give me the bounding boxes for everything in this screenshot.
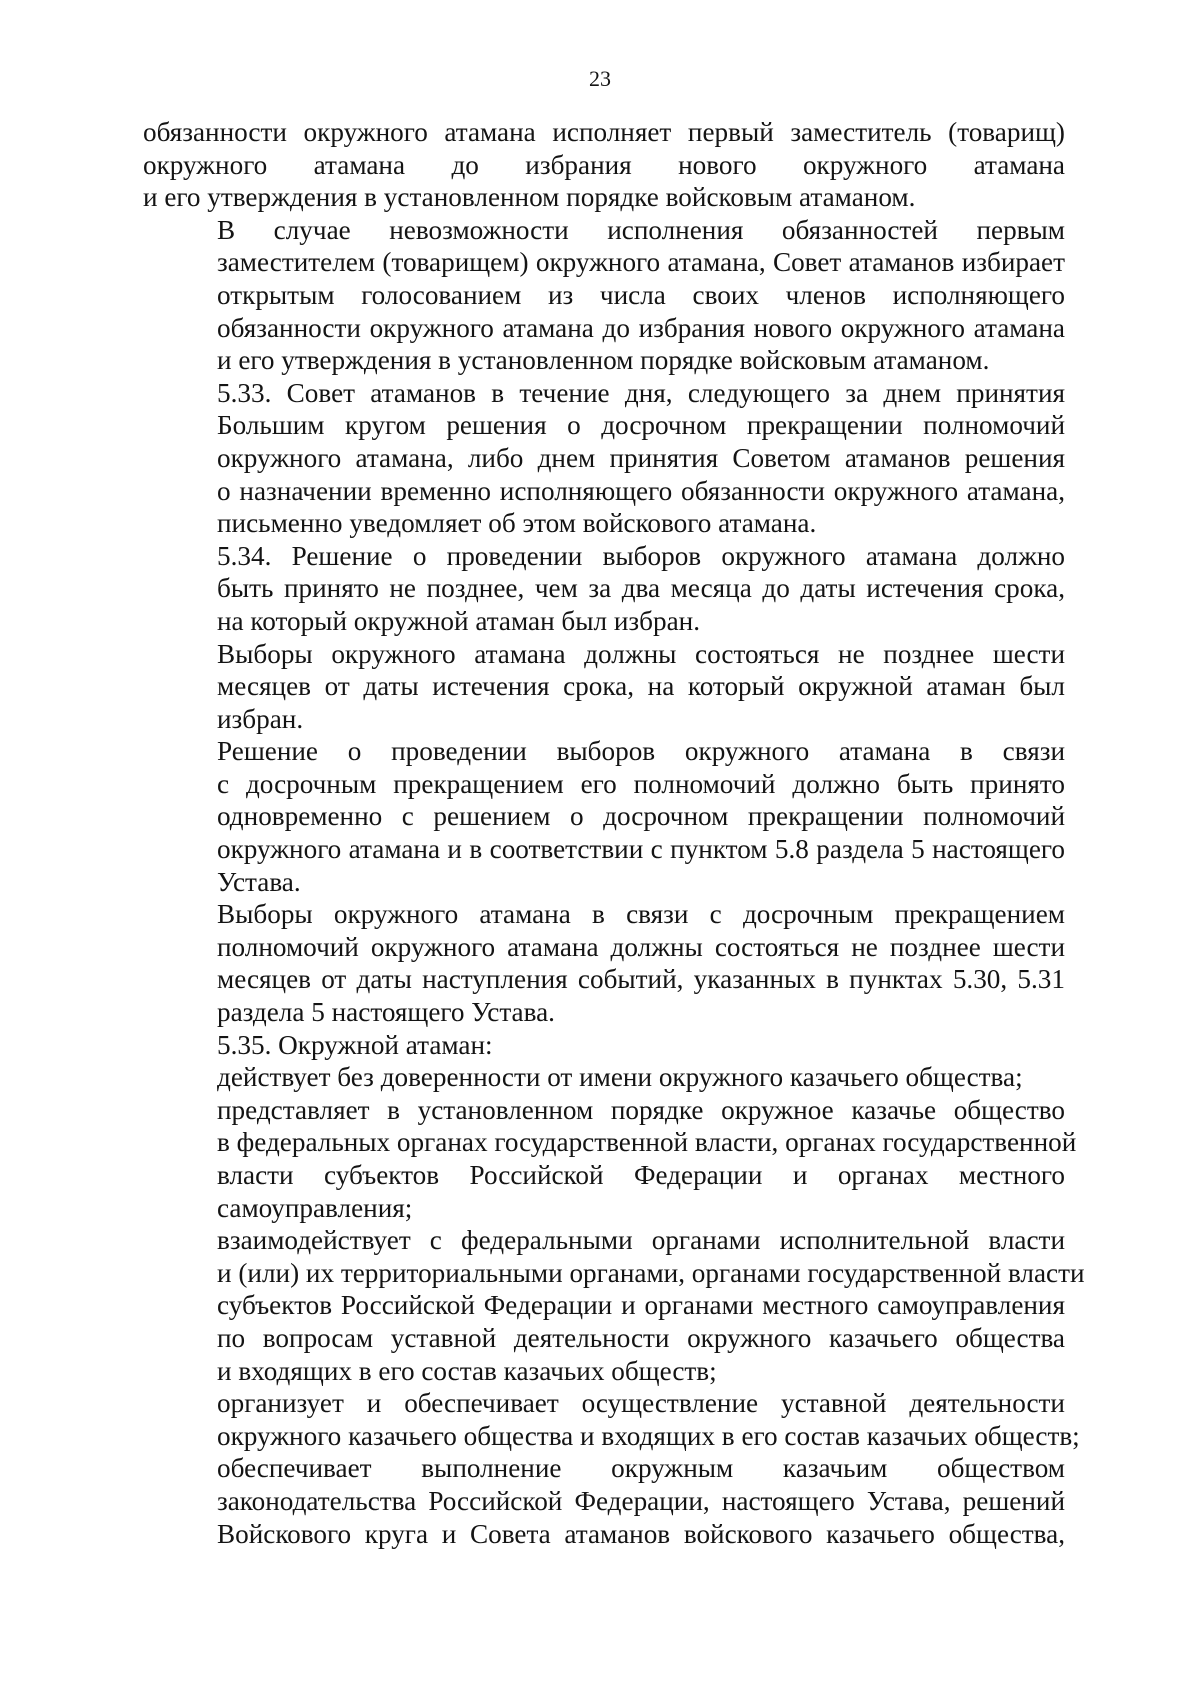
paragraph-early-termination-decision: [143, 735, 1065, 898]
text-line: 5.35. Окружной атаман:: [217, 1029, 493, 1060]
text-line: организует и обеспечивает осуществление уставной деятельности: [217, 1388, 1065, 1419]
text-line: и его утверждения в установленном порядке войсковым атаманом.: [217, 345, 990, 376]
paragraph-clause-5-34: [143, 540, 1065, 638]
text-line: в федеральных органах государственной власти, органах государственной: [217, 1127, 1077, 1158]
text-line: Решение о проведении выборов окружного атамана в связи: [217, 736, 1065, 767]
text-line: на который окружной атаман был избран.: [217, 605, 701, 636]
text-line: В случае невозможности исполнения обязанностей первым: [217, 214, 1065, 245]
text-line: месяцев от даты истечения срока, на который окружной атаман был: [217, 671, 1065, 702]
text-line: 5.34. Решение о проведении выборов окружного атамана должно: [217, 540, 1065, 571]
paragraph-represents: [143, 1094, 1077, 1224]
text-line: 5.33. Совет атаманов в течение дня, следующего за днем принятия: [217, 377, 1065, 408]
text-line: действует без доверенности от имени окружного казачьего общества;: [217, 1062, 1023, 1093]
text-line: субъектов Российской Федерации и органами местного самоуправления: [217, 1290, 1065, 1321]
text-line: и входящих в его состав казачьих обществ;: [217, 1355, 717, 1386]
text-line: окружного казачьего общества и входящих в его состав казачьих обществ;: [217, 1420, 1080, 1451]
paragraph-ensures: [143, 1452, 1065, 1550]
text-line: полномочий окружного атамана должны состояться не позднее шести: [217, 931, 1065, 962]
text-line: заместителем (товарищем) окружного атамана, Совет атаманов избирает: [217, 247, 1065, 278]
paragraph-clause-5-33: [143, 377, 1065, 540]
paragraph-interacts: [143, 1224, 1085, 1387]
page-number: 23: [589, 66, 611, 91]
text-line: и (или) их территориальными органами, органами государственной власти: [217, 1257, 1085, 1288]
text-line: о назначении временно исполняющего обязанности окружного атамана,: [217, 475, 1065, 506]
text-line: одновременно с решением о досрочном прекращении полномочий: [217, 801, 1065, 832]
text-line: окружного атамана до избрания нового окружного атамана: [143, 149, 1065, 180]
text-line: законодательства Российской Федерации, настоящего Устава, решений: [217, 1485, 1065, 1516]
text-line: обеспечивает выполнение окружным казачьим обществом: [217, 1453, 1065, 1484]
text-line: окружного атамана и в соответствии с пунктом 5.8 раздела 5 настоящего: [217, 834, 1065, 865]
paragraph-early-termination-elections: [143, 898, 1065, 1028]
paragraph-acts-without-poa: [143, 1061, 1065, 1094]
text-line: быть принято не позднее, чем за два месяца до даты истечения срока,: [217, 573, 1065, 604]
text-line: Большим кругом решения о досрочном прекращении полномочий: [217, 410, 1065, 441]
text-line: избран.: [217, 703, 304, 734]
text-line: взаимодействует с федеральными органами исполнительной власти: [217, 1225, 1065, 1256]
text-line: раздела 5 настоящего Устава.: [217, 997, 555, 1028]
text-line: с досрочным прекращением его полномочий должно быть принято: [217, 768, 1065, 799]
paragraph-organizes: [143, 1387, 1080, 1452]
paragraph-clause-5-35: [143, 1029, 1065, 1062]
text-line: окружного атамана, либо днем принятия Советом атаманов решения: [217, 442, 1065, 473]
text-line: письменно уведомляет об этом войскового атамана.: [217, 508, 817, 539]
text-line: власти субъектов Российской Федерации и органах местного: [217, 1160, 1065, 1190]
text-line: Выборы окружного атамана должны состояться не позднее шести: [217, 638, 1065, 669]
text-line: Устава.: [217, 866, 301, 897]
text-line: обязанности окружного атамана исполняет первый заместитель (товарищ): [143, 117, 1065, 147]
text-line: обязанности окружного атамана до избрания нового окружного атамана: [217, 312, 1065, 343]
text-line: месяцев от даты наступления событий, указанных в пунктах 5.30, 5.31: [217, 964, 1065, 995]
text-line: представляет в установленном порядке окружное казачье общество: [217, 1094, 1065, 1125]
paragraph-continuation: [143, 116, 1065, 214]
text-line: открытым голосованием из числа своих членов исполняющего: [217, 279, 1065, 310]
text-line: Выборы окружного атамана в связи с досрочным прекращением: [217, 899, 1065, 930]
text-line: и его утверждения в установленном порядке войсковым атаманом.: [143, 182, 916, 213]
document-body: [143, 116, 1085, 1550]
text-line: самоуправления;: [217, 1192, 413, 1223]
paragraph-elections-term: [143, 638, 1065, 736]
text-line: Войскового круга и Совета атаманов войскового казачьего общества,: [217, 1518, 1065, 1549]
text-line: по вопросам уставной деятельности окружного казачьего общества: [217, 1322, 1065, 1353]
paragraph-impossibility: [143, 214, 1065, 377]
